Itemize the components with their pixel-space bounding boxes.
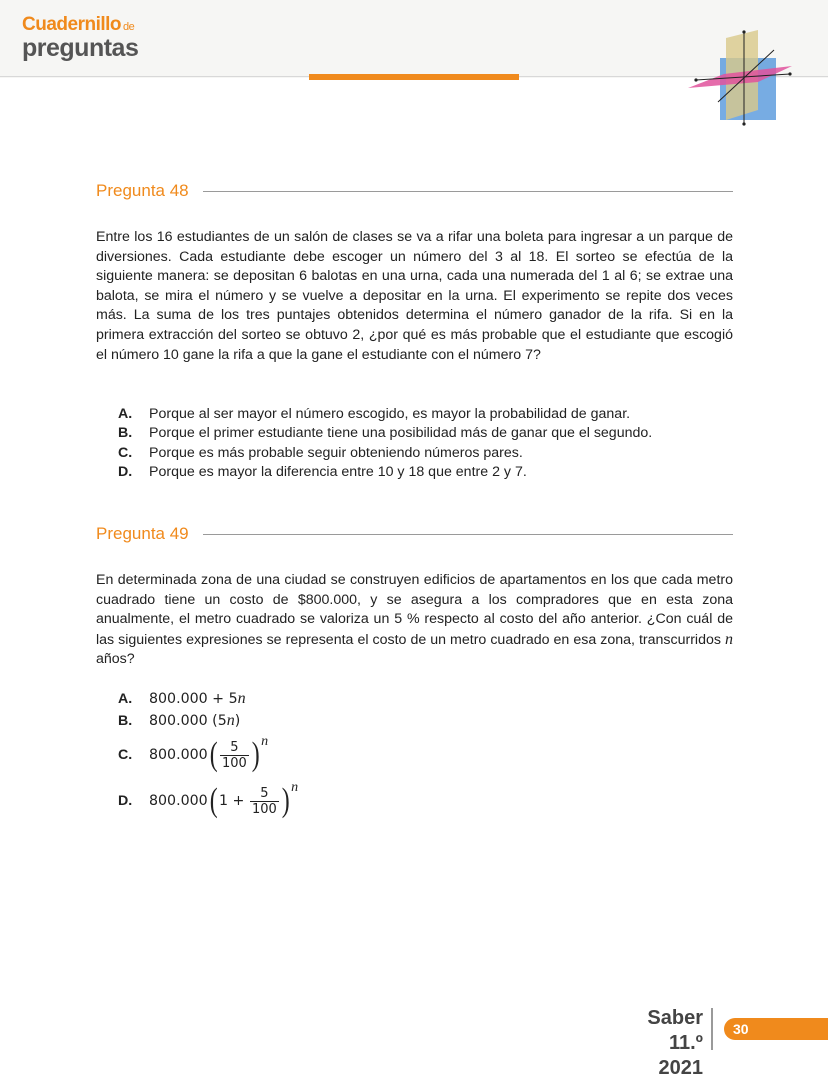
option-letter: A.	[118, 691, 133, 707]
close-paren: )	[281, 782, 290, 819]
exponent-n: n	[261, 734, 269, 749]
option-letter: D.	[118, 464, 133, 481]
question-48-title: Pregunta 48	[96, 181, 189, 200]
option-c[interactable]	[118, 732, 738, 778]
open-paren: (	[209, 782, 218, 819]
question-49-title: Pregunta 49	[96, 524, 189, 543]
option-expression: 800.000 ( $\frac{5}{100}$ ) n	[149, 734, 269, 773]
option-expression: 800.000 (5 n )	[149, 712, 241, 729]
fraction	[220, 740, 249, 771]
question-48-options	[118, 404, 738, 482]
question-49-options	[118, 688, 738, 824]
brand-line1: Cuadernillo de	[22, 14, 135, 35]
page-number: 30	[733, 1021, 749, 1037]
option-a[interactable]	[118, 688, 738, 710]
option-letter: C.	[118, 747, 133, 763]
question-49-stem	[96, 571, 733, 670]
option-a[interactable]	[118, 404, 738, 424]
footer-year: 2021	[658, 1057, 703, 1079]
question-49-header	[96, 524, 733, 544]
close-paren: )	[251, 736, 260, 773]
option-letter: C.	[118, 444, 133, 461]
footer-saber: Saber 11.º	[647, 1007, 703, 1054]
option-d[interactable]	[118, 778, 738, 824]
variable-n: n	[226, 712, 235, 729]
option-letter: D.	[118, 793, 133, 809]
question-49-stem-text: En determinada zona de una ciudad se construyen edificios de apartamentos en los que cada metro cuadrado tiene un costo de $800.000, y se asegura a los compradores que en esta zona anualmente, el metro cuadrado se valoriza un 5 % respecto al costo del año anterior. ¿Con cuál de las siguientes expresiones se representa el costo de un metro cuadrado en esa zona, transcurridos	[96, 572, 733, 648]
option-d[interactable]	[118, 463, 738, 483]
question-48-rule	[203, 191, 733, 192]
option-b[interactable]	[118, 424, 738, 444]
stem-variable-n: n	[725, 630, 733, 648]
option-letter: B.	[118, 713, 133, 729]
option-text: Porque es mayor la diferencia entre 10 y 18 que entre 2 y 7.	[149, 464, 527, 481]
exponent-n: n	[291, 780, 299, 795]
brand-logo	[22, 14, 138, 60]
fraction-denominator: 100	[222, 755, 247, 771]
brand-de: de	[123, 21, 135, 33]
variable-n: n	[237, 690, 246, 707]
question-49-stem-end: años?	[96, 651, 135, 668]
axes-planes-icon	[688, 30, 798, 126]
option-c[interactable]	[118, 443, 738, 463]
fraction-denominator: 100	[251, 801, 277, 817]
question-49-rule	[203, 534, 733, 535]
option-expression: 800.000 ( 1 + $\frac{5}{100}$ ) n	[149, 780, 299, 819]
option-text: Porque al ser mayor el número escogido, es mayor la probabilidad de ganar.	[149, 405, 631, 422]
option-letter: A.	[118, 405, 133, 422]
question-48-stem: Entre los 16 estudiantes de un salón de clases se va a rifar una boleta para ingresar a un parque de diversiones. Cada estudiante debe escoger un número del 3 al 18. El sorteo se efectúa de la siguiente manera: se depositan 6 balotas en una urna, cada una numerada del 1 al 6; se extrae una balota, se mira el número y se vuelve a depositar en la urna. El experimento se repite dos veces más. La suma de los tres puntajes obtenidos determina el número ganador de la rifa. Si en la primera extracción del sorteo se obtuvo 2, ¿por qué es más probable que el estudiante que escogió el número 10 gane la rifa a que la gane el estudiante con el número 7?	[96, 229, 733, 363]
fraction-numerator: 5	[260, 785, 269, 801]
fraction	[250, 786, 279, 817]
fraction-numerator: 5	[230, 739, 239, 755]
brand-line2: preguntas	[22, 34, 139, 62]
option-b[interactable]	[118, 710, 738, 732]
option-expression: 800.000 + 5 n	[149, 690, 246, 707]
footer-divider	[711, 1008, 713, 1050]
open-paren: (	[209, 736, 218, 773]
footer-exam-label	[612, 1006, 703, 1081]
option-text: Porque el primer estudiante tiene una posibilidad más de ganar que el segundo.	[149, 425, 653, 442]
question-48-header	[96, 181, 733, 201]
option-letter: B.	[118, 425, 133, 442]
header-accent-bar	[309, 74, 519, 80]
option-text: Porque es más probable seguir obteniendo números pares.	[149, 444, 523, 461]
